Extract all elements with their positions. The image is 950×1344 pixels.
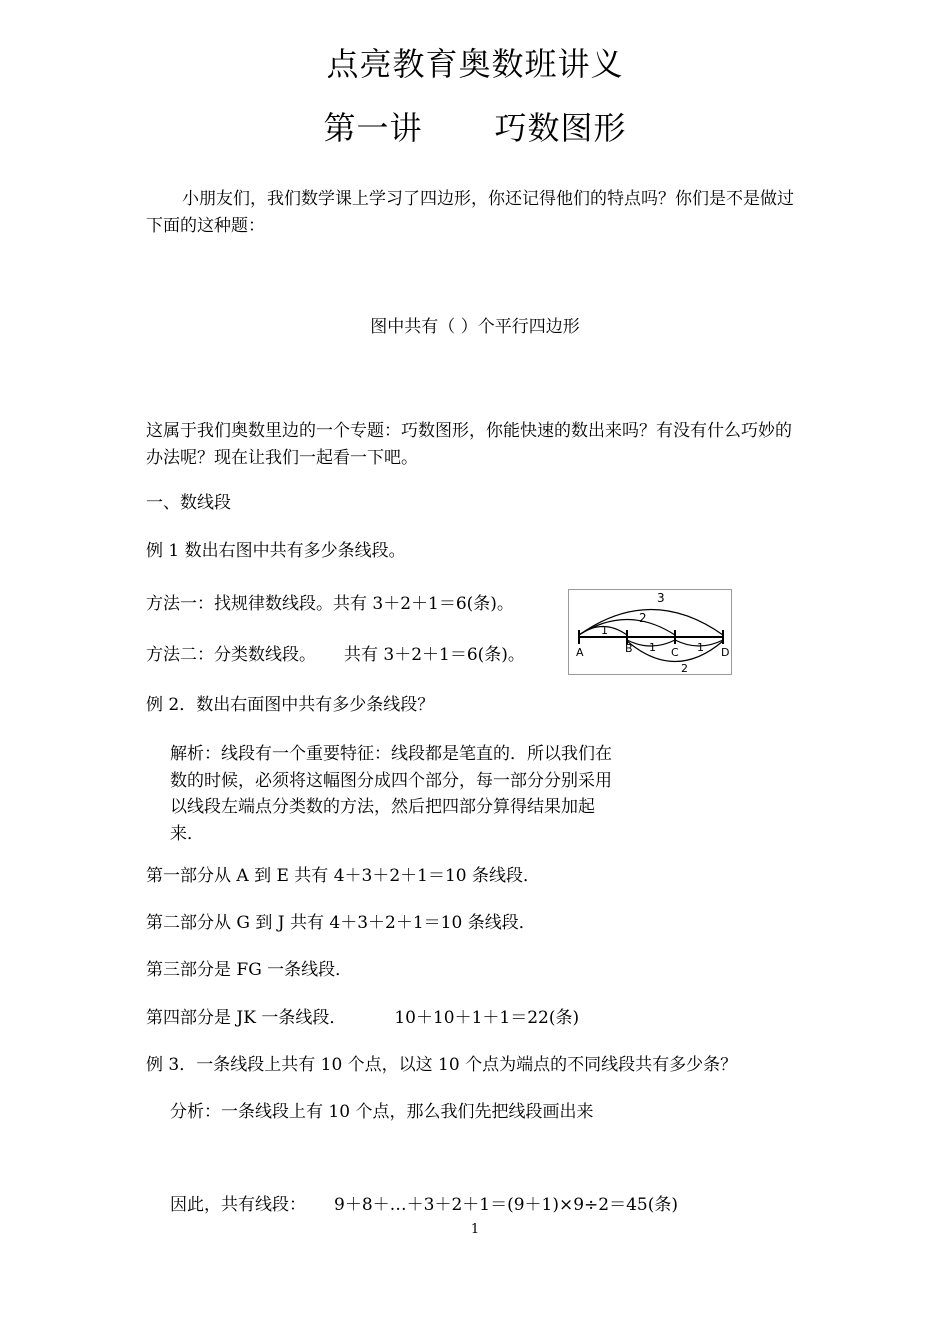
example2-part2: 第二部分从 G 到 J 共有 4＋3＋2＋1＝10 条线段．: [146, 913, 536, 933]
parallelogram-question: 图中共有（ ）个平行四边形: [370, 317, 580, 337]
section-heading-segments: 一、数线段: [146, 493, 231, 513]
document-title: 点亮教育奥数班讲义: [326, 45, 624, 83]
method1-label: 方法一：找规律数线段。: [146, 594, 333, 614]
example1-method1: [146, 591, 514, 617]
example3-title: 例 3．一条线段上共有 10 个点，以这 10 个点为端点的不同线段共有多少条？: [146, 1055, 738, 1075]
point-label-a: A: [576, 646, 584, 659]
topic-intro-paragraph: 这属于我们奥数里边的一个专题：巧数图形，你能快速的数出来吗？有没有什么巧妙的办法呢？现在让我们一起看一下吧。: [146, 421, 792, 468]
example1-title: 例 1 数出右图中共有多少条线段。: [146, 541, 406, 561]
example1-method2: [146, 642, 525, 668]
example2-part1: 第一部分从 A 到 E 共有 4＋3＋2＋1＝10 条线段．: [146, 866, 541, 886]
point-label-c: C: [671, 646, 679, 659]
page-number: 1: [470, 1222, 480, 1237]
method2-label: 方法二：分类数线段。: [146, 645, 316, 665]
arc-label-ad: 3: [657, 591, 665, 605]
conclusion-label: 因此，共有线段：: [170, 1195, 306, 1215]
method2-value: 共有 3＋2＋1＝6(条)。: [344, 645, 525, 665]
example3-analysis: 分析：一条线段上有 10 个点，那么我们先把线段画出来: [170, 1102, 594, 1122]
part4-total: 10＋10＋1＋1＝22(条): [394, 1008, 580, 1028]
example2-analysis: 解析：线段有一个重要特征：线段都是笔直的．所以我们在数的时候，必须将这幅图分成四个部分，每一部分分别采用以线段左端点分类数的方法，然后把四部分算得结果加起来．: [170, 744, 612, 844]
example2-part3: 第三部分是 FG 一条线段．: [146, 960, 353, 980]
example2-title: 例 2．数出右面图中共有多少条线段？: [146, 695, 435, 715]
point-label-d: D: [721, 646, 730, 659]
part4-label: 第四部分是 JK 一条线段．: [146, 1008, 347, 1028]
segment-figure: [568, 589, 732, 675]
lecture-topic: 巧数图形: [494, 109, 627, 147]
point-label-b: B: [625, 642, 633, 655]
arc-label-bc: 1: [649, 641, 656, 654]
lecture-subtitle: [0, 108, 950, 148]
conclusion-value: 9＋8＋…＋3＋2＋1＝(9＋1)×9÷2＝45(条): [334, 1195, 678, 1215]
arc-label-ab: 1: [601, 624, 608, 637]
arc-label-ac: 2: [639, 611, 647, 625]
method1-value: 共有 3＋2＋1＝6(条)。: [333, 594, 514, 614]
lecture-number: 第一讲: [323, 109, 423, 147]
arc-label-cd: 1: [697, 641, 704, 654]
arc-label-bd: 2: [681, 662, 688, 674]
example2-part4: [146, 1005, 579, 1031]
example3-conclusion: [170, 1192, 678, 1218]
intro-paragraph: 小朋友们，我们数学课上学习了四边形，你还记得他们的特点吗？你们是不是做过下面的这种题：: [146, 189, 794, 236]
